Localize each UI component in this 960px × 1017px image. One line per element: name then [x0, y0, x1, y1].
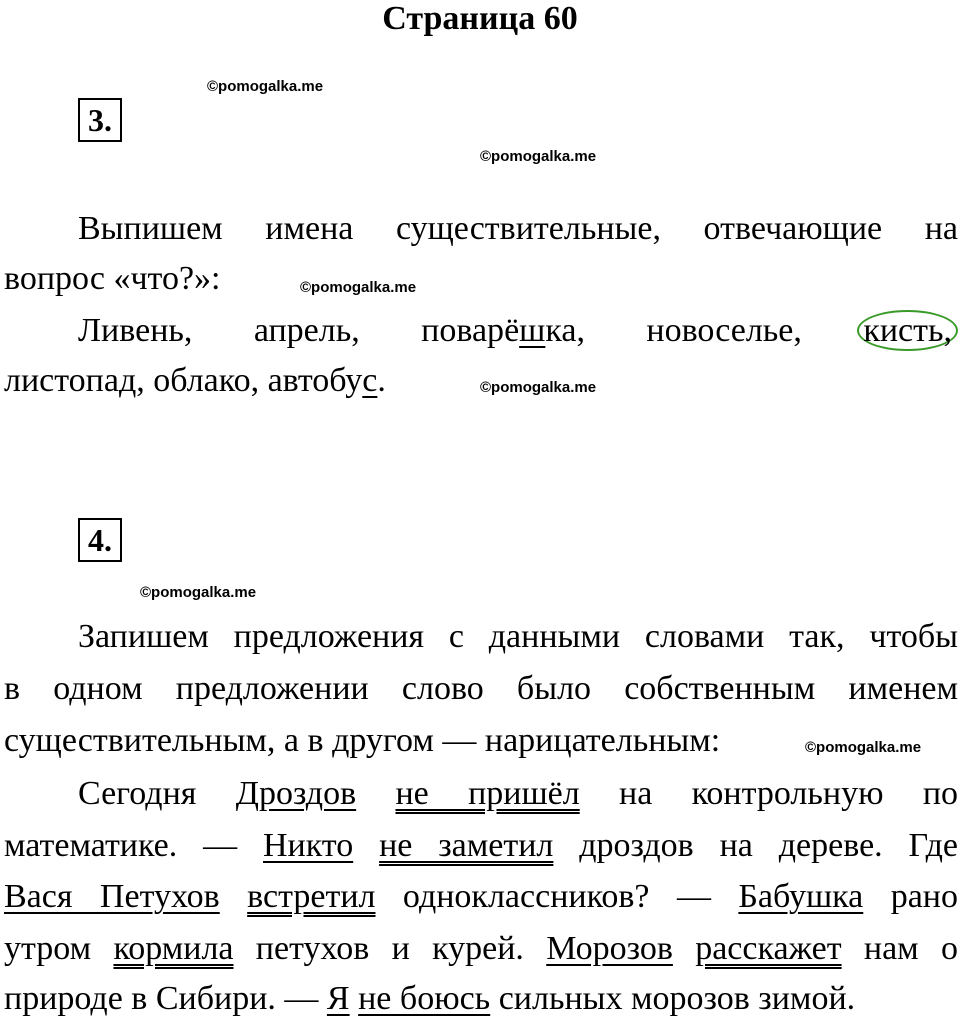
underlined-subject: Никто [262, 827, 354, 864]
text-segment: , облако, автобу [136, 362, 363, 399]
underlined-subject: с [362, 362, 378, 399]
watermark: ©pomogalka.me [480, 379, 597, 396]
task4-line [4, 620, 958, 654]
double-underlined-predicate: не боюсь [358, 980, 491, 1017]
text-segment: в одном предложении слово было собственным именем [4, 670, 958, 707]
task4-line [4, 932, 958, 966]
double-underlined-predicate: расскажет [695, 930, 842, 967]
text-segment: Выпишем имена существительные, отвечающие на [78, 210, 958, 247]
watermark: ©pomogalka.me [805, 739, 922, 756]
text-segment: Сегодня [78, 775, 236, 812]
text-segment: . [377, 362, 386, 399]
text-segment: петухов и курей. [233, 930, 547, 967]
double-underlined-predicate: не заметил [379, 827, 554, 864]
task-number-3: 3. [78, 98, 122, 142]
task4-line [4, 672, 958, 706]
text-segment: ё [504, 312, 520, 349]
task4-line [4, 982, 958, 1016]
task-number-4: 4. [78, 518, 122, 562]
text-segment [673, 930, 695, 967]
task3-line [4, 314, 958, 348]
underlined-subject: Дроздов [235, 775, 357, 812]
underlined-subject: Морозов [546, 930, 673, 967]
text-segment [350, 980, 359, 1017]
underlined-subject: ш [519, 312, 546, 349]
task4-line [4, 880, 958, 914]
watermark: ©pomogalka.me [300, 279, 417, 296]
text-segment: вопрос «что?»: [4, 260, 221, 297]
text-segment: сильных морозов зимой. [490, 980, 856, 1017]
text-segment [353, 827, 379, 864]
text-segment: листопа [4, 362, 119, 399]
double-underlined-predicate: встретил [247, 878, 376, 915]
task3-line [4, 212, 958, 246]
underlined-subject: д [118, 362, 137, 399]
task3-line [4, 262, 958, 296]
text-segment: на контрольную по [579, 775, 959, 812]
underlined-subject: Вася Петухов [4, 878, 220, 915]
text-segment: ка, новоселье, [545, 312, 864, 349]
text-segment [220, 878, 247, 915]
text-segment: математике. — [4, 827, 263, 864]
text-segment: существительным, а в другом — нарицательным: [4, 722, 721, 759]
page-title: Страница 60 [382, 0, 578, 37]
text-segment: утром [4, 930, 114, 967]
underlined-subject: Бабушка [738, 878, 864, 915]
text-segment: дроздов на дереве. Где [553, 827, 959, 864]
text-segment: Ливень, апрель, повар [78, 312, 505, 349]
circled-word: кисть, [857, 310, 958, 351]
task4-line [4, 777, 958, 811]
watermark: ©pomogalka.me [207, 78, 324, 95]
text-segment [356, 775, 395, 812]
double-underlined-predicate: не пришёл [395, 775, 580, 812]
text-segment: Запишем предложения с данными словами так, чтобы [78, 618, 958, 655]
text-segment: нам о [841, 930, 958, 967]
task4-line [4, 829, 958, 863]
watermark: ©pomogalka.me [140, 584, 257, 601]
double-underlined-predicate: кормила [113, 930, 234, 967]
text-segment: рано [863, 878, 958, 915]
underlined-subject: Я [326, 980, 350, 1017]
text-segment: одноклассников? — [375, 878, 739, 915]
text-segment: природе в Сибири. — [4, 980, 327, 1017]
watermark: ©pomogalka.me [480, 148, 597, 165]
